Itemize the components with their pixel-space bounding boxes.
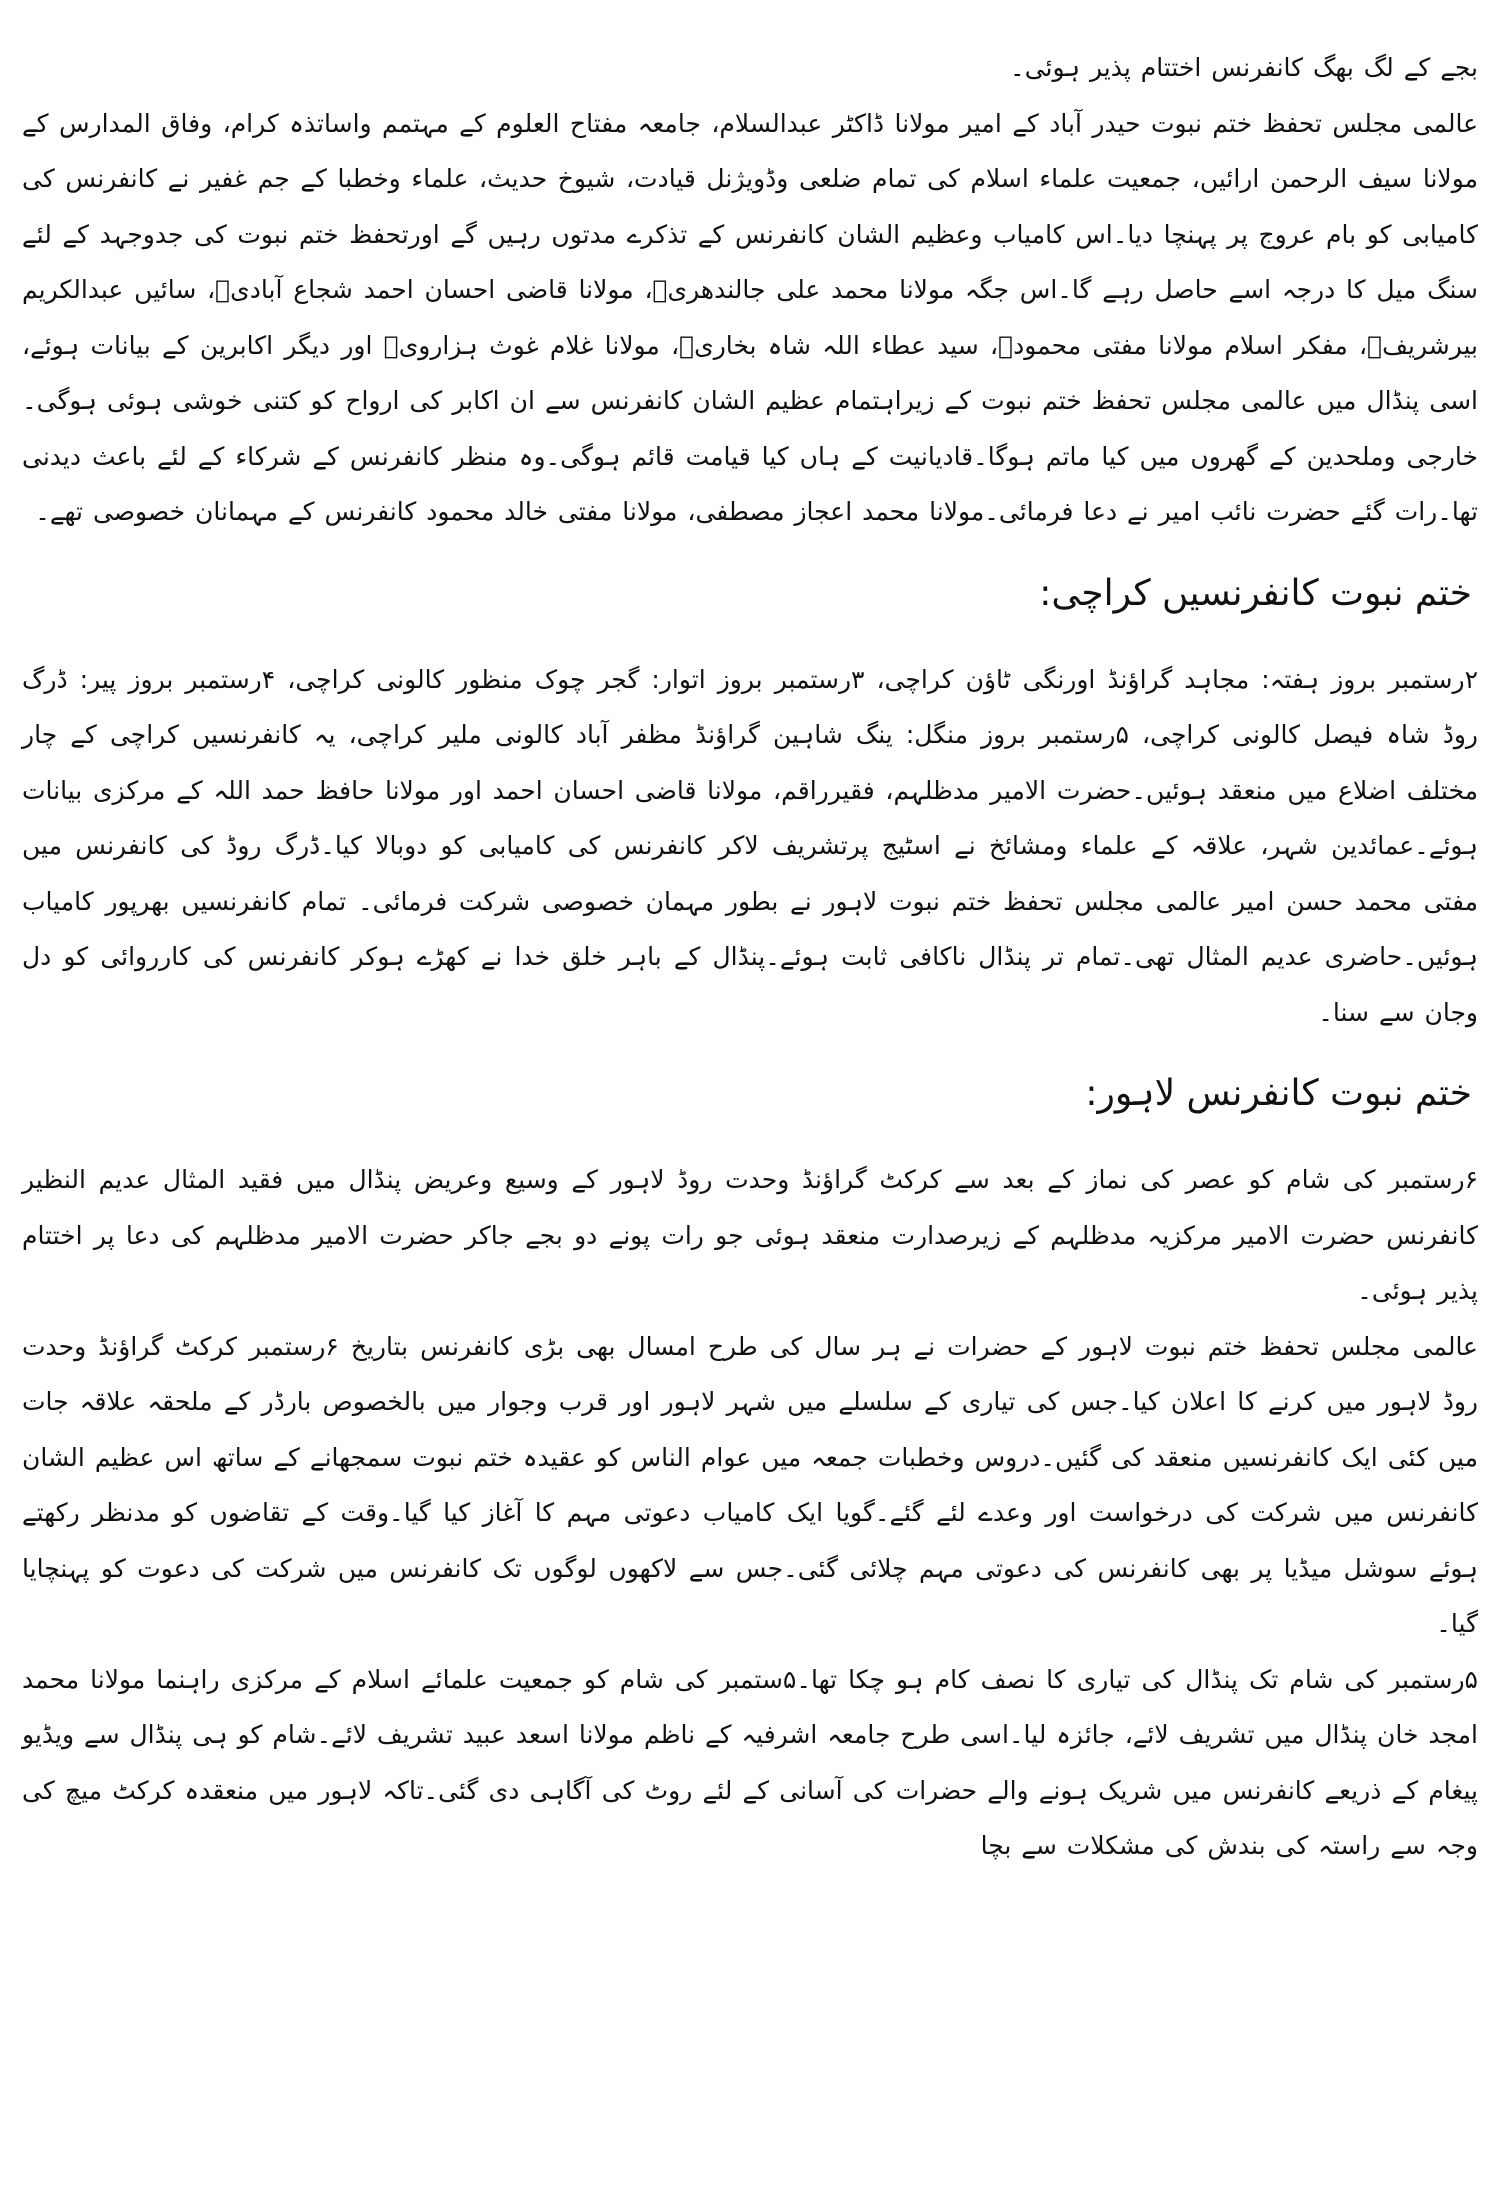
paragraph-lahore-conference-preparation: عالمی مجلس تحفظ ختم نبوت لاہور کے حضرات نے ہر سال کی طرح امسال بھی بڑی کانفرنس بتاریخ ۶رستمبر کرکٹ گراؤنڈ وحدت روڈ لاہور میں کرنے کا اعلان کیا۔جس کی تیاری کے سلسلے میں شہر لاہور اور قرب وجوار میں بالخصوص بارڈر کے ملحقہ علاقہ جات میں کئی ایک کانفرنسیں منعقد کی گئیں۔دروس وخطبات جمعہ میں عوام الناس کو عقیدہ ختم نبوت سمجھانے کے ساتھ اس عظیم الشان کانفرنس میں شرکت کی درخواست اور وعدے لئے گئے۔گویا ایک کامیاب دعوتی مہم کا آغاز کیا گیا۔وقت کے تقاضوں کو مدنظر رکھتے ہوئے سوشل میڈیا پر بھی کانفرنس کی دعوتی مہم چلائی گئی۔جس سے لاکھوں لوگوں تک کانفرنس میں شرکت کی دعوت کو پہنچایا گیا۔	[22, 1331, 1478, 1638]
paragraph-conference-ending: بجے کے لگ بھگ کانفرنس اختتام پذیر ہوئی۔	[1010, 53, 1478, 82]
paragraph-lahore-conference-intro: ۶رستمبر کی شام کو عصر کی نماز کے بعد سے کرکٹ گراؤنڈ وحدت روڈ لاہور کے وسیع وعریض پنڈال میں فقید المثال عدیم النظیر کانفرنس حضرت الامیر مرکزیہ مدظلہم کے زیرصدارت منعقد ہوئی جو رات پونے دو بجے جاکر حضرت الامیر مدظلہم کی دعا پر اختتام پذیر ہوئی۔	[22, 1165, 1478, 1305]
paragraph-hyderabad-conference: عالمی مجلس تحفظ ختم نبوت حیدر آباد کے امیر مولانا ڈاکٹر عبدالسلام، جامعہ مفتاح العلوم کے مہتمم واساتذہ کرام، وفاق المدارس کے مولانا سیف الرحمن ارائیں، جمعیت علماء اسلام کی تمام ضلعی وڈویژنل قیادت، شیوخ حدیث، علماء وخطبا کے جم غفیر نے کانفرنس کی کامیابی کو بام عروج پر پہنچا دیا۔اس کامیاب وعظیم الشان کانفرنس کے تذکرے مدتوں رہیں گے اورتحفظ ختم نبوت کی جدوجہد کے لئے سنگ میل کا درجہ اسے حاصل رہے گا۔اس جگہ مولانا محمد علی جالندھریؒ، مولانا قاضی احسان احمد شجاع آبادیؒ، سائیں عبدالکریم بیرشریفؒ، مفکر اسلام مولانا مفتی محمودؒ، سید عطاء اللہ شاہ بخاریؒ، مولانا غلام غوث ہزارویؒ اور دیگر اکابرین کے بیانات ہوئے، اسی پنڈال میں عالمی مجلس تحفظ ختم نبوت کے زیراہتمام عظیم الشان کانفرنس سے ان اکابر کی ارواح کو کتنی خوشی ہوئی ہوگی۔خارجی وملحدین کے گھروں میں کیا ماتم ہوگا۔قادیانیت کے ہاں کیا قیامت قائم ہوگی۔وہ منظر کانفرنس کے شرکاء کے لئے باعث دیدنی تھا۔رات گئے حضرت نائب امیر نے دعا فرمائی۔مولانا محمد اعجاز مصطفی، مولانا مفتی خالد محمود کانفرنس کے مہمانان خصوصی تھے۔	[22, 108, 1478, 526]
heading-lahore-conference: ختم نبوت کانفرنس لاہور:	[1085, 1073, 1472, 1114]
heading-karachi-conferences: ختم نبوت کانفرنسیں کراچی:	[1039, 572, 1472, 614]
paragraph-karachi-conferences: ۲رستمبر بروز ہفتہ: مجاہد گراؤنڈ اورنگی ٹاؤن کراچی، ۳رستمبر بروز اتوار: گجر چوک منظور کالونی کراچی، ۴رستمبر بروز پیر: ڈرگ روڈ شاہ فیصل کالونی کراچی، ۵رستمبر بروز منگل: ینگ شاہین گراؤنڈ مظفر آباد کالونی ملیر کراچی، یہ کانفرنسیں کراچی کے چار مختلف اضلاع میں منعقد ہوئیں۔حضرت الامیر مدظلہم، فقیرراقم، مولانا قاضی احسان احمد اور مولانا حافظ حمد اللہ کے مرکزی بیانات ہوئے۔عمائدین شہر، علاقہ کے علماء ومشائخ نے اسٹیج پرتشریف لاکر کانفرنس کی کامیابی کو دوبالا کیا۔ڈرگ روڈ کی کانفرنس میں مفتی محمد حسن امیر عالمی مجلس تحفظ ختم نبوت لاہور نے بطور مہمان خصوصی شرکت فرمائی۔ تمام کانفرنسیں بھرپور کامیاب ہوئیں۔حاضری عدیم المثال تھی۔تمام تر پنڈال ناکافی ثابت ہوئے۔پنڈال کے باہر خلق خدا نے کھڑے ہوکر کانفرنس کی کارروائی کو دل وجان سے سنا۔	[22, 664, 1478, 1027]
paragraph-lahore-conference-pandal: ۵رستمبر کی شام تک پنڈال کی تیاری کا نصف کام ہو چکا تھا۔۵ستمبر کی شام کو جمعیت علمائے اسلام کے مرکزی راہنما مولانا محمد امجد خان پنڈال میں تشریف لائے، جائزہ لیا۔اسی طرح جامعہ اشرفیہ کے ناظم مولانا اسعد عبید تشریف لائے۔شام کو ہی پنڈال سے ویڈیو پیغام کے ذریعے کانفرنس میں شریک ہونے والے حضرات کی آسانی کے لئے روٹ کی آگاہی دی گئی۔تاکہ لاہور میں منعقدہ کرکٹ میچ کی وجہ سے راستہ کی بندش کی مشکلات سے بچا	[22, 1664, 1478, 1860]
